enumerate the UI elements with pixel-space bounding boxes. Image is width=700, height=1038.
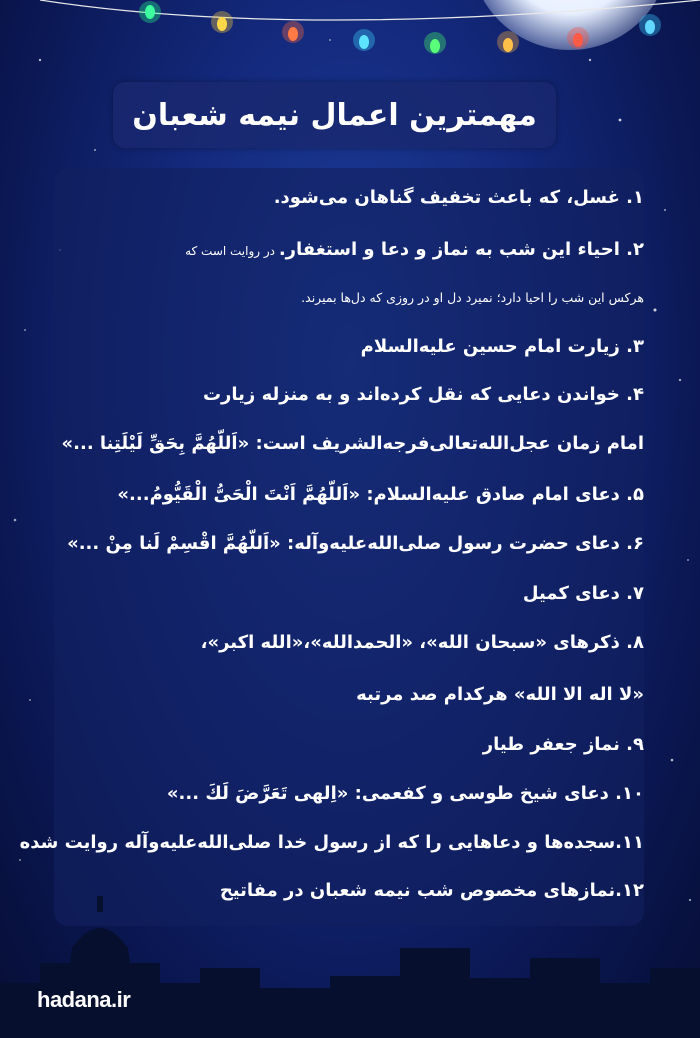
string-lights	[0, 0, 700, 80]
list-item: ۳. زیارت امام حسین علیه‌السلام	[360, 336, 644, 357]
list-item: ۶. دعای حضرت رسول صلی‌الله‌علیه‌وآله: «اَللّهُمَّ اقْسِمْ لَنا مِنْ ...»	[67, 533, 644, 554]
list-item: هرکس این شب را احیا دارد؛ نمیرد دل او در روزی که دل‌ها بمیرند.	[301, 290, 644, 305]
list-item: ۷. دعای کمیل	[522, 583, 644, 604]
list-item: ۴. خواندن دعایی که نقل کرده‌اند و به منزله زیارت	[202, 384, 644, 405]
list-item: ۸. ذکرهای «سبحان الله»، «الحمدالله»،«الله اکبر»،	[200, 632, 644, 653]
list-item: ۵. دعای امام صادق علیه‌السلام: «اَللّهُمَّ اَنْتَ الْحَیُّ الْقَیُّومُ...»	[117, 484, 644, 505]
site-logo: hadana.ir	[37, 987, 131, 1012]
page-title: مهمترین اعمال نیمه شعبان	[132, 97, 537, 133]
list-item: امام زمان عجل‌الله‌تعالی‌فرجه‌الشریف است: «اَللّهُمَّ بِحَقِّ لَيْلَتِنا ...»	[61, 433, 644, 454]
list-item: ۱. غسل، که باعث تخفیف گناهان می‌شود.	[273, 187, 644, 208]
title-banner	[113, 82, 556, 148]
list-item: ۱۲.نمازهای مخصوص شب نیمه شعبان در مفاتیح	[219, 880, 644, 901]
list-item: ۱۰. دعای شیخ طوسی و کفعمی: «اِلهی تَعَرَّضَ لَكَ ...»	[166, 783, 644, 804]
list-item: ۹. نماز جعفر طیار	[482, 734, 644, 755]
city-skyline	[0, 888, 700, 1038]
list-item: ۱۱.سجده‌ها و دعاهایی را که از رسول خدا صلی‌الله‌علیه‌وآله روایت شده	[19, 832, 644, 853]
list-item: ۲. احیاء این شب به نماز و دعا و استغفار. در روایت است که	[185, 239, 644, 260]
list-item: «لا اله الا الله» هرکدام صد مرتبه	[356, 684, 644, 705]
